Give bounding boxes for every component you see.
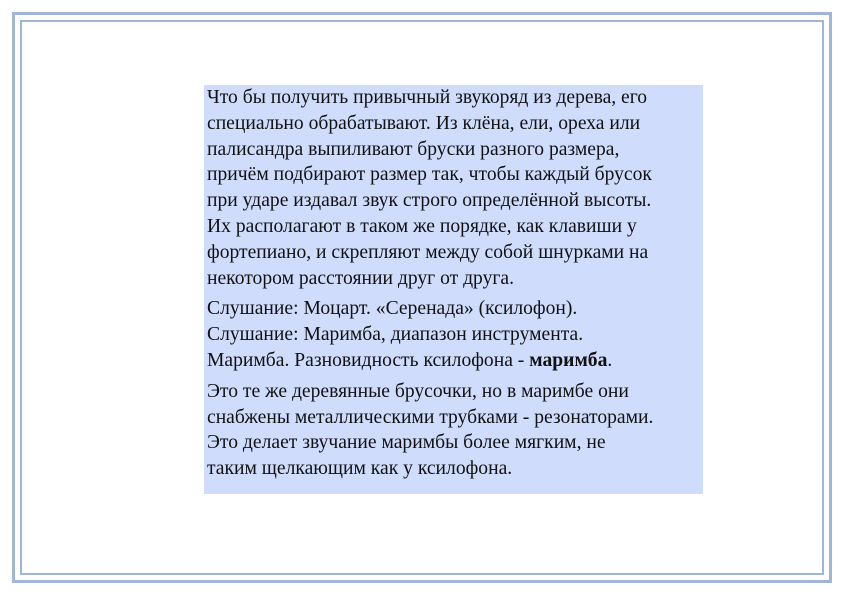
text-line: фортепиано, и скрепляют между собой шнурками на	[207, 241, 649, 263]
text-line: при ударе издавал звук строго определённой высоты.	[207, 190, 652, 212]
text-line: палисандра выпиливают бруски разного размера,	[207, 138, 620, 160]
text-line: специально обрабатывают. Из клёна, ели, ореха или	[207, 112, 641, 134]
text-line: таким щелкающим как у ксилофона.	[207, 458, 513, 480]
marimba-definition-prefix: Маримба. Разновидность ксилофона -	[207, 349, 530, 371]
text-line: Это те же деревянные брусочки, но в маримбе они	[207, 380, 629, 402]
text-line: некотором расстоянии друг от друга.	[207, 267, 515, 289]
paragraph-listening	[207, 296, 701, 373]
text-line: снабжены металлическими трубками - резонаторами.	[207, 406, 654, 428]
paragraph-wood-processing	[207, 85, 701, 291]
marimba-term: маримба	[529, 349, 608, 371]
listening-marimba-line: Слушание: Маримба, диапазон инструмента.	[207, 324, 584, 346]
text-line: причём подбирают размер так, чтобы каждый брусок	[207, 164, 652, 186]
listening-mozart-line: Слушание: Моцарт. «Серенада» (ксилофон).	[207, 298, 578, 320]
marimba-definition-suffix: .	[607, 349, 613, 371]
paragraph-resonators	[207, 379, 701, 482]
text-line: Это делает звучание маримбы более мягким, не	[207, 432, 606, 454]
text-line: Что бы получить привычный звукоряд из дерева, его	[207, 87, 648, 108]
text-box	[204, 85, 703, 494]
text-line: Их располагают в таком же порядке, как клавиши у	[207, 215, 637, 237]
marimba-definition-line	[207, 348, 701, 374]
